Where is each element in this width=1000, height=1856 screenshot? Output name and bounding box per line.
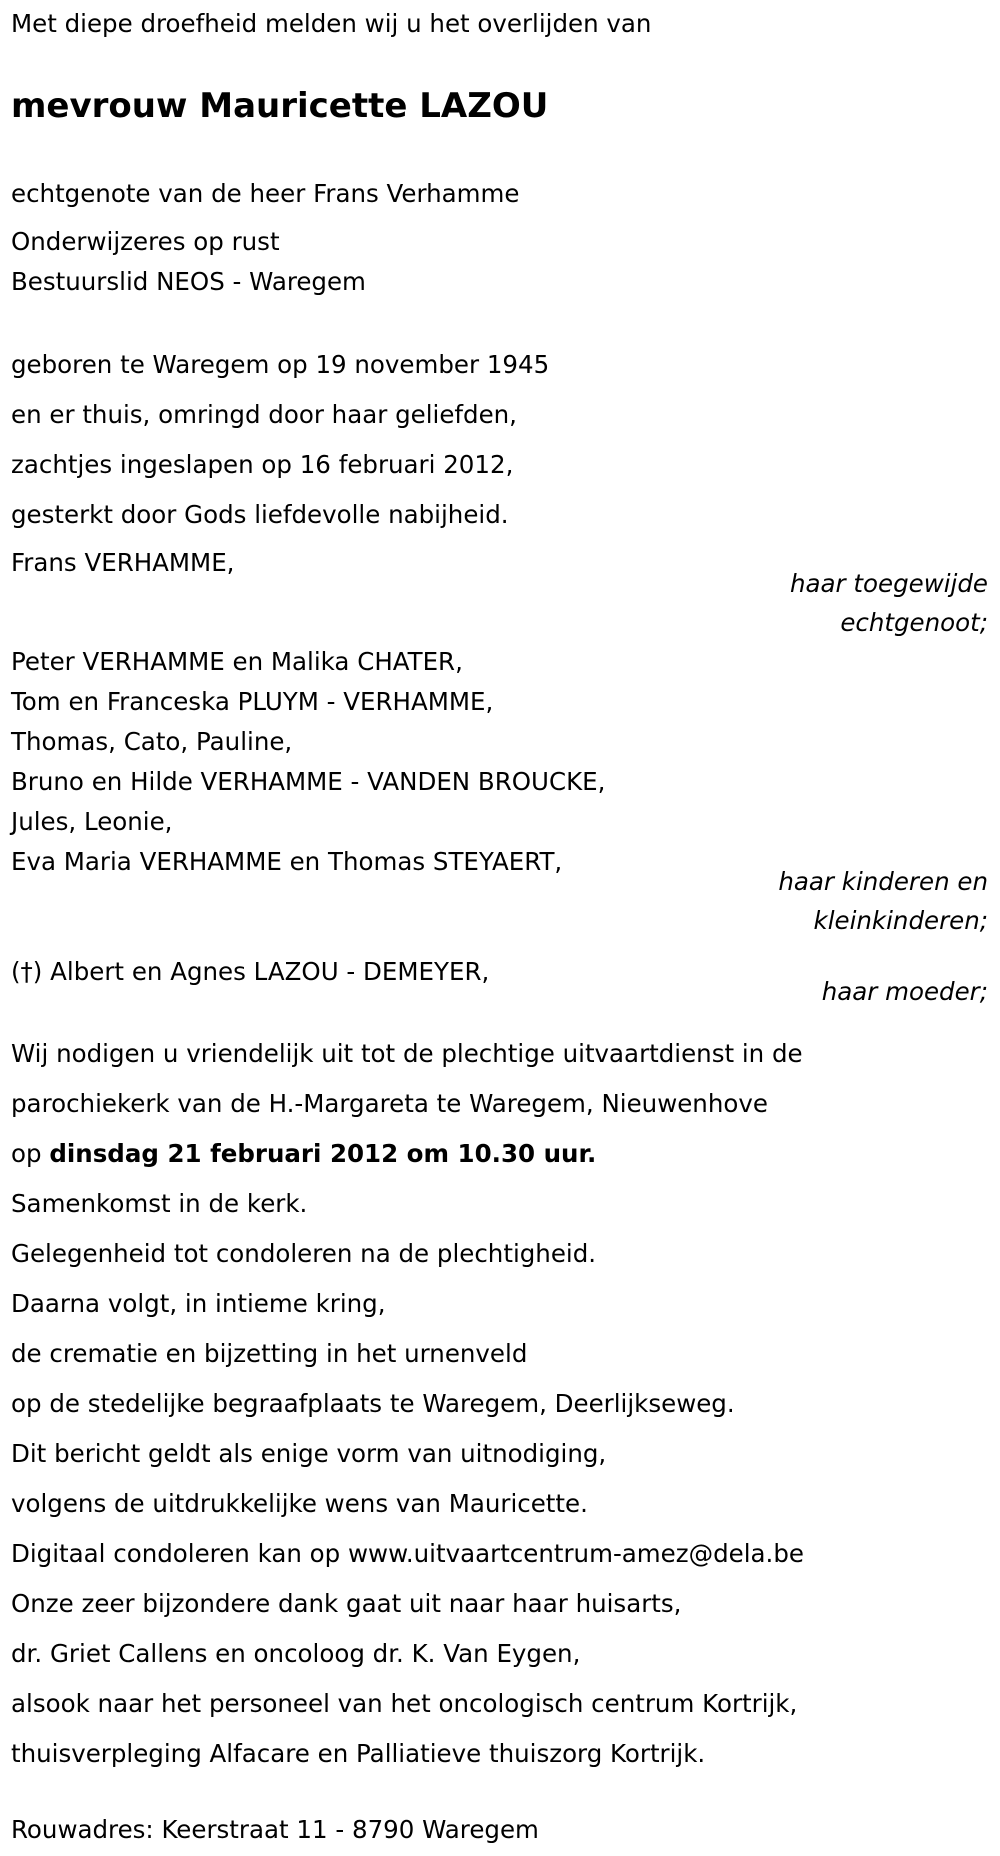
detail-line: thuisverpleging Alfacare en Palliatieve thuiszorg Kortrijk. bbox=[11, 1739, 706, 1768]
intro-text: Met diepe droefheid melden wij u het overlijden van bbox=[11, 9, 652, 38]
life-line: gesterkt door Gods liefdevolle nabijheid. bbox=[11, 500, 509, 529]
detail-line: op de stedelijke begraafplaats te Waregem, Deerlijkseweg. bbox=[11, 1389, 735, 1418]
deceased-name: mevrouw Mauricette LAZOU bbox=[11, 86, 549, 126]
parents-name: (†) Albert en Agnes LAZOU - DEMEYER, bbox=[11, 957, 490, 986]
relation-line: haar moeder; bbox=[821, 977, 988, 1006]
children-relation bbox=[11, 862, 988, 940]
child-line: Thomas, Cato, Pauline, bbox=[11, 727, 293, 756]
life-line: geboren te Waregem op 19 november 1945 bbox=[11, 350, 550, 379]
parents-relation-block bbox=[11, 972, 988, 1011]
occupation-block bbox=[11, 222, 988, 302]
detail-line: Gelegenheid tot condoleren na de plechtigheid. bbox=[11, 1239, 597, 1268]
service-date: dinsdag 21 februari 2012 om 10.30 uur. bbox=[49, 1139, 597, 1168]
condolence-link[interactable]: Digitaal condoleren kan op www.uitvaartcentrum-amez@dela.be bbox=[11, 1539, 804, 1568]
children-block bbox=[11, 642, 988, 882]
life-line: en er thuis, omringd door haar geliefden, bbox=[11, 400, 517, 429]
detail-line: dr. Griet Callens en oncoloog dr. K. Van Eygen, bbox=[11, 1639, 581, 1668]
child-line: Peter VERHAMME en Malika CHATER, bbox=[11, 647, 463, 676]
child-line: Bruno en Hilde VERHAMME - VANDEN BROUCKE, bbox=[11, 767, 606, 796]
relation-line: echtgenoot; bbox=[840, 608, 988, 637]
life-block bbox=[11, 340, 988, 540]
invitation-line: parochiekerk van de H.-Margareta te Waregem, Nieuwenhove bbox=[11, 1089, 768, 1118]
detail-line: alsook naar het personeel van het oncologisch centrum Kortrijk, bbox=[11, 1689, 798, 1718]
invitation-line: Wij nodigen u vriendelijk uit tot de plechtige uitvaartdienst in de bbox=[11, 1039, 803, 1068]
child-line: Jules, Leonie, bbox=[11, 807, 173, 836]
spouse-line: echtgenote van de heer Frans Verhamme bbox=[11, 179, 520, 208]
occupation-line: Onderwijzeres op rust bbox=[11, 227, 280, 256]
detail-line: Dit bericht geldt als enige vorm van uitnodiging, bbox=[11, 1439, 607, 1468]
husband-relation bbox=[11, 564, 988, 642]
detail-line: Daarna volgt, in intieme kring, bbox=[11, 1289, 386, 1318]
mourning-address: Rouwadres: Keerstraat 11 - 8790 Waregem bbox=[11, 1815, 539, 1844]
relation-line: haar toegewijde bbox=[790, 569, 988, 598]
relation-line: kleinkinderen; bbox=[813, 906, 988, 935]
detail-line: de crematie en bijzetting in het urnenveld bbox=[11, 1339, 528, 1368]
detail-line: volgens de uitdrukkelijke wens van Mauricette. bbox=[11, 1489, 588, 1518]
life-line: zachtjes ingeslapen op 16 februari 2012, bbox=[11, 450, 514, 479]
husband-name: Frans VERHAMME, bbox=[11, 548, 235, 577]
detail-line: Onze zeer bijzondere dank gaat uit naar haar huisarts, bbox=[11, 1589, 682, 1618]
child-line: Tom en Franceska PLUYM - VERHAMME, bbox=[11, 687, 494, 716]
occupation-line: Bestuurslid NEOS - Waregem bbox=[11, 267, 366, 296]
date-prefix: op bbox=[11, 1139, 50, 1168]
invitation-block bbox=[11, 1029, 988, 1779]
service-date-line bbox=[11, 1129, 988, 1179]
relation-line: haar kinderen en bbox=[778, 867, 988, 896]
child-line: Eva Maria VERHAMME en Thomas STEYAERT, bbox=[11, 847, 563, 876]
detail-line: Samenkomst in de kerk. bbox=[11, 1189, 308, 1218]
